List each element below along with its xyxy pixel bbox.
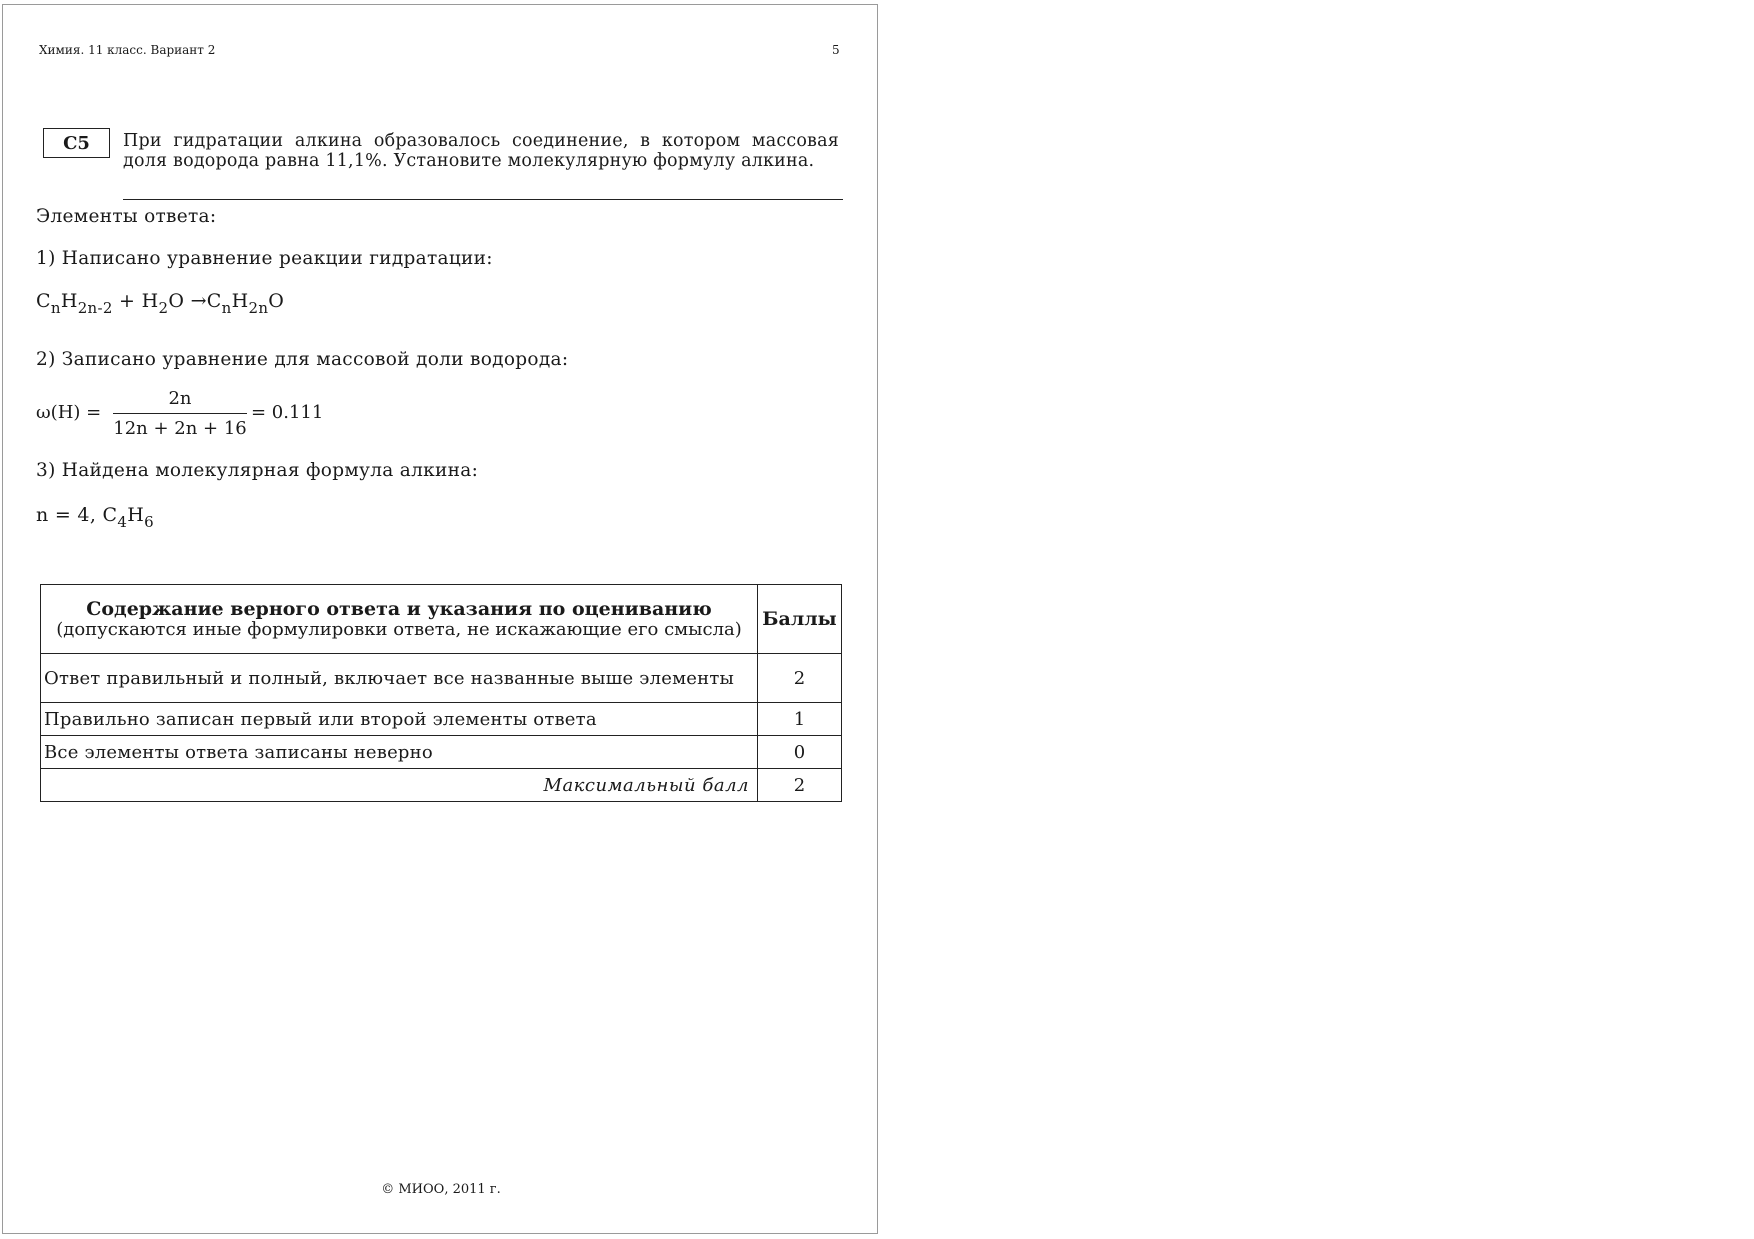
table-row	[41, 654, 842, 703]
grading-header-row	[41, 585, 842, 654]
score-cell: 2	[758, 654, 842, 703]
molecular-formula-answer	[36, 504, 154, 531]
score-header: Баллы	[758, 585, 842, 654]
eq1-product-carbon-subscript: n	[221, 299, 232, 317]
eq1-water-subscript: 2	[158, 299, 169, 317]
score-cell: 1	[758, 703, 842, 736]
answer-elements-heading: Элементы ответа:	[36, 206, 217, 227]
eq2-lhs: ω(H) =	[36, 402, 102, 423]
running-header: Химия. 11 класс. Вариант 2	[39, 43, 216, 57]
table-row	[41, 703, 842, 736]
page-number: 5	[832, 43, 840, 57]
answer-carbon-subscript: 4	[117, 513, 128, 531]
document-page	[2, 4, 878, 1234]
max-score-label: Максимальный балл	[41, 769, 758, 802]
task-statement: При гидратации алкина образовалось соединение, в котором массовая доля водорода равна 11,1%. Установите молекулярную формулу алкина.	[123, 131, 839, 171]
eq1-oxygen: O	[168, 290, 191, 312]
copyright-footer: © МИОО, 2011 г.	[381, 1182, 501, 1197]
hydration-equation	[36, 290, 284, 317]
eq1-hydrogen: H	[60, 290, 78, 312]
criteria-header-title: Содержание верного ответа и указания по оцениванию	[86, 597, 712, 620]
fraction-bar	[113, 413, 247, 414]
step-2-text: 2) Записано уравнение для массовой доли водорода:	[36, 349, 569, 370]
criteria-cell: Правильно записан первый или второй элементы ответа	[41, 703, 758, 736]
task-number-box: С5	[43, 128, 110, 158]
step-1-text: 1) Написано уравнение реакции гидратации:	[36, 248, 493, 269]
eq1-product-hydrogen-subscript: 2n	[248, 299, 269, 317]
answer-hydrogen: H	[127, 504, 145, 526]
criteria-header-note: (допускаются иные формулировки ответа, не искажающие его смысла)	[56, 618, 742, 640]
eq1-plus-water: + H	[112, 290, 159, 312]
criteria-header	[41, 585, 758, 654]
eq1-carbon-subscript: n	[50, 299, 61, 317]
table-row	[41, 736, 842, 769]
eq1-product-oxygen: O	[268, 290, 285, 312]
eq1-carbon: C	[36, 290, 51, 312]
eq1-hydrogen-subscript: 2n-2	[77, 299, 113, 317]
step-3-text: 3) Найдена молекулярная формула алкина:	[36, 460, 479, 481]
eq2-numerator: 2n	[168, 388, 192, 409]
reaction-arrow-icon: →	[190, 290, 207, 312]
score-cell: 0	[758, 736, 842, 769]
grading-table	[40, 584, 842, 802]
criteria-cell: Ответ правильный и полный, включает все названные выше элементы	[41, 654, 758, 703]
max-score-value: 2	[758, 769, 842, 802]
answer-prefix: n = 4, C	[36, 504, 118, 526]
criteria-cell: Все элементы ответа записаны неверно	[41, 736, 758, 769]
eq2-rhs: = 0.111	[251, 402, 324, 423]
task-underline	[123, 199, 843, 200]
max-score-row	[41, 769, 842, 802]
answer-hydrogen-subscript: 6	[144, 513, 154, 531]
eq1-product-carbon: C	[206, 290, 222, 312]
eq1-product-hydrogen: H	[231, 290, 249, 312]
eq2-denominator: 12n + 2n + 16	[113, 418, 247, 439]
